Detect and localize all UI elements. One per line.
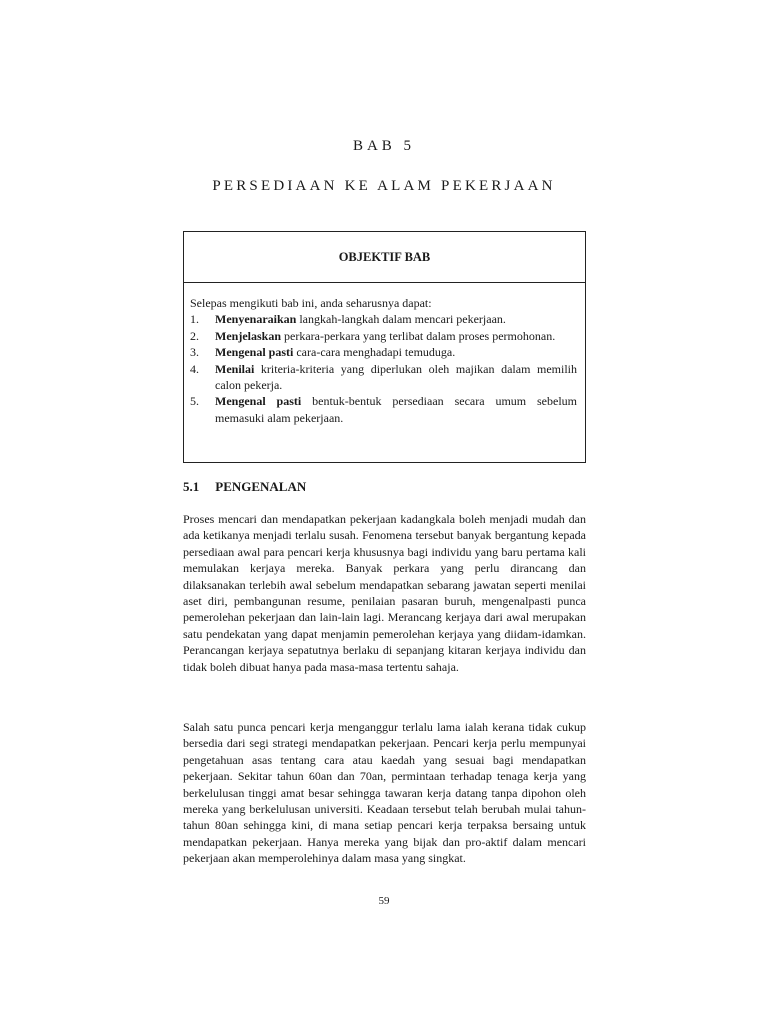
- objectives-body: [184, 283, 585, 426]
- objective-description: bentuk-bentuk persediaan secara umum sebelum memasuki alam pekerjaan.: [215, 394, 578, 425]
- objective-item: [190, 328, 577, 344]
- objective-keyword: Menyenaraikan: [215, 312, 297, 327]
- chapter-title: PERSEDIAAN KE ALAM PEKERJAAN: [212, 178, 556, 194]
- objective-text: [215, 311, 577, 327]
- chapter-label: BAB 5: [352, 138, 416, 154]
- body-paragraph: Proses mencari dan mendapatkan pekerjaan kadangkala boleh menjadi mudah dan ada ketikanya menjadi terlalu susah. Fenomena tersebut banyak bergantung kepada persediaan awal para pencari kerja khususnya bagi individu yang baru pertama kali memulakan kerjaya mereka. Banyak perkara yang perlu dirancang dan dilaksanakan terlebih awal sebelum mendapatkan sebarang jawatan seperti menilai aset diri, pembangunan resume, penilaian pasaran buruh, mengenalpasti punca pemerolehan pekerjaan dan lain-lain lagi. Merancang kerjaya dari awal merupakan satu pendekatan yang dapat menjamin pemerolehan kerjaya yang diidam-idamkan. Perancangan kerjaya sepatutnya berlaku di sepanjang kitaran kerjaya individu dan tidak boleh dibuat hanya pada masa-masa tertentu sahaja.: [183, 512, 586, 674]
- page-number: 59: [378, 895, 390, 907]
- objective-keyword: Mengenal pasti: [215, 345, 294, 360]
- objective-number: 2.: [190, 328, 199, 343]
- objective-text: [215, 344, 577, 360]
- objective-keyword: Mengenal pasti: [215, 394, 302, 409]
- objective-text: [215, 328, 577, 344]
- objective-number: 5.: [190, 394, 199, 409]
- objectives-list: [190, 311, 577, 426]
- objective-description: cara-cara menghadapi temuduga.: [293, 345, 456, 360]
- objective-number: 1.: [190, 312, 199, 327]
- objective-description: kriteria-kriteria yang diperlukan oleh majikan dalam memilih calon pekerja.: [215, 361, 577, 393]
- objective-keyword: Menilai: [215, 361, 255, 376]
- body-paragraph: Salah satu punca pencari kerja menganggur terlalu lama ialah kerana tidak cukup bersedia dari segi strategi mendapatkan pekerjaan. Pencari kerja perlu mempunyai pengetahuan asas tentang cara atau kaedah yang sesuai bagi mendapatkan pekerjaan. Sekitar tahun 60an dan 70an, permintaan terhadap tenaga kerja yang berkelulusan tinggi amat besar sehingga tawaran kerja datang tanpa dipohon oleh mereka yang berkelulusan universiti. Keadaan tersebut telah berubah mulai tahun-tahun 80an sehingga kini, di mana setiap pencari kerja terpaksa bersaing untuk mendapatkan pekerjaan. Hanya mereka yang bijak dan pro-aktif dalam mencari pekerjaan akan memperolehinya dalam masa yang singkat.: [183, 720, 586, 866]
- objective-item: [190, 311, 577, 327]
- objective-keyword: Menjelaskan: [215, 328, 281, 343]
- section-heading: [183, 479, 306, 495]
- objective-description: perkara-perkara yang terlibat dalam proses permohonan.: [281, 328, 556, 343]
- objective-number: 3.: [190, 345, 199, 360]
- objective-item: [190, 344, 577, 360]
- objective-description: langkah-langkah dalam mencari pekerjaan.: [296, 312, 506, 327]
- objective-text: [215, 393, 577, 426]
- objective-item: [190, 361, 577, 394]
- objective-number: 4.: [190, 361, 199, 376]
- objective-item: [190, 393, 577, 426]
- objectives-heading: OBJEKTIF BAB: [184, 232, 585, 283]
- objectives-intro: Selepas mengikuti bab ini, anda seharusnya dapat:: [190, 296, 432, 310]
- section-title: PENGENALAN: [215, 479, 307, 494]
- objective-text: [215, 361, 577, 394]
- objectives-box: [183, 231, 586, 463]
- section-number: 5.1: [183, 479, 200, 494]
